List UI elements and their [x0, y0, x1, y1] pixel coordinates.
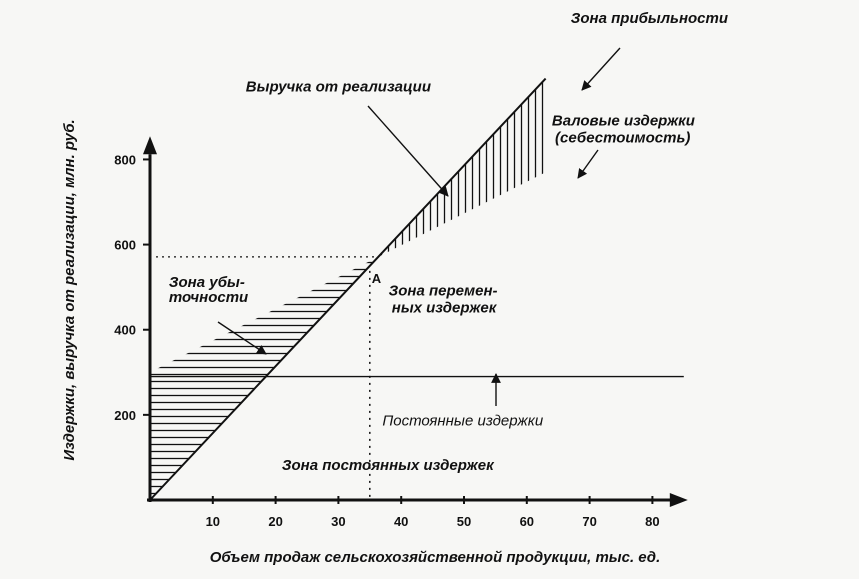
annotation-text: точности: [168, 289, 249, 307]
y-axis-ticks: [114, 152, 151, 422]
annotations: [169, 10, 728, 474]
annotation-text: Зона постоянных издержек: [281, 457, 494, 475]
break-even-point-label: A: [371, 270, 382, 286]
annotation-text: Зона убы-: [168, 274, 245, 292]
y-tick-label: 400: [114, 322, 136, 338]
y-axis-arrowhead: [143, 136, 157, 154]
annotation-text: Зона прибыльности: [570, 10, 729, 28]
annotation-text: Зона перемен-: [388, 282, 498, 300]
y-axis-title: Издержки, выручка от реализации, млн. руб.: [61, 119, 78, 461]
x-tick-label: 20: [268, 514, 283, 529]
x-tick-label: 10: [205, 514, 221, 529]
profit-zone-pointer: [582, 48, 620, 90]
annotation-text: Постоянные издержки: [382, 412, 544, 430]
annotation-text: ных издержек: [391, 299, 497, 317]
y-tick-label: 800: [114, 152, 136, 168]
x-tick-label: 50: [456, 514, 472, 529]
y-tick-label: 200: [114, 407, 136, 423]
annotation-text: Выручка от реализации: [245, 78, 431, 96]
annotation-text: (себестоимость): [555, 129, 691, 147]
x-tick-label: 60: [519, 514, 535, 529]
x-tick-label: 40: [393, 514, 409, 529]
x-tick-label: 30: [331, 514, 346, 529]
revenue-pointer: [368, 106, 448, 196]
annotation-text: Валовые издержки: [551, 112, 695, 130]
x-axis-title: Объем продаж сельскохозяйственной продукции, тыс. ед.: [209, 549, 661, 566]
total-cost-pointer: [578, 150, 598, 178]
x-axis-arrowhead: [670, 493, 688, 507]
x-tick-label: 70: [582, 514, 597, 529]
y-tick-label: 600: [114, 237, 136, 253]
x-tick-label: 80: [645, 514, 660, 529]
